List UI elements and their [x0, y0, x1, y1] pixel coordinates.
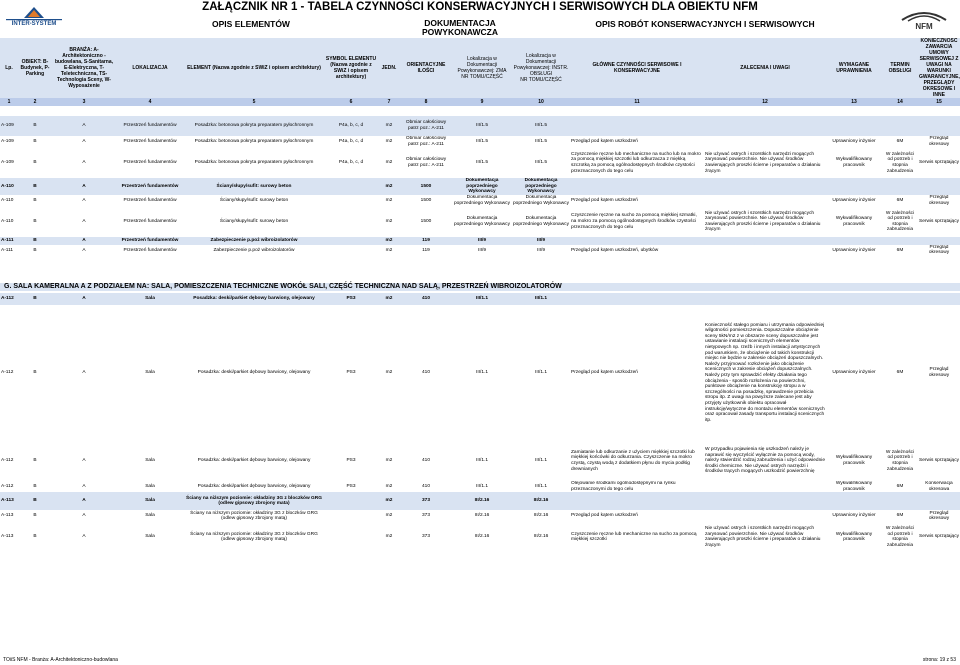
- cell-lokalizacja: Przestrzeń fundamentów: [123, 139, 177, 145]
- cell-lokalizacja: Przestrzeń fundamentów: [123, 160, 177, 166]
- cell-ilosci: 410: [421, 370, 430, 376]
- cell-branza: A: [82, 534, 86, 540]
- col-lokalizacja: LOKALIZACJA: [116, 38, 184, 98]
- cell-jedn: m2: [385, 197, 393, 203]
- cell-lokalizacja: Przestrzeń fundamentów: [123, 247, 177, 253]
- cell-symbol: [324, 195, 378, 207]
- cell-zalecenia: [704, 195, 826, 207]
- col-number: 1: [0, 98, 18, 106]
- col-number: 5: [184, 98, 324, 106]
- col-obiekt: OBIEKT: B-Budynek, P-Parking: [18, 38, 52, 98]
- cell-termin: W zależności od potrzeb i stopnia zabrudzenia: [885, 210, 915, 233]
- cell-instr: III/2.16: [533, 513, 549, 519]
- cell-czynnosci: [570, 178, 704, 195]
- cell-lokalizacja: Sala: [145, 458, 155, 464]
- docs-label-line-1: DOKUMENTACJA: [424, 18, 496, 28]
- page-header: [0, 0, 960, 110]
- cell-lokalizacja: Przestrzeń fundamentów: [116, 116, 184, 136]
- cell-umowa: [918, 293, 960, 305]
- cell-uprawnienia: Uprawniony inżynier: [832, 513, 876, 519]
- cell-element: Posadzka: betonowa pokryta preparatem pyłochronnym: [184, 116, 324, 136]
- cell-lokalizacja: Sala: [116, 492, 184, 510]
- nfm-logo-text: NFM: [915, 22, 933, 31]
- cell-umowa: Przegląd okresowy: [928, 510, 950, 522]
- cell-czynnosci: [570, 492, 704, 510]
- cell-zma: Dokumentacja poprzedniego Wykonawcy: [454, 195, 510, 206]
- section-label-works: OPIS ROBÓT KONSERWACYJNYCH I SERWISOWYCH: [595, 19, 815, 29]
- cell-lokalizacja: Sala: [145, 370, 155, 376]
- cell-obiekt: B: [33, 139, 37, 145]
- inter-system-logo-text: INTER-SYSTEM: [11, 21, 57, 27]
- cell-uprawnienia: [826, 293, 882, 305]
- cell-umowa: [918, 116, 960, 136]
- cell-zma: III/2.16: [474, 513, 490, 519]
- cell-lp: A-113: [1, 534, 14, 540]
- cell-branza: A: [52, 492, 116, 510]
- cell-lp: A-110: [0, 178, 18, 195]
- cell-symbol: PS3: [346, 370, 356, 376]
- cell-uprawnienia: Uprawniony inżynier: [832, 247, 876, 253]
- cell-lokalizacja: Przestrzeń fundamentów: [123, 218, 177, 224]
- cell-lokalizacja: Sala: [145, 534, 155, 540]
- cell-jedn: m2: [378, 293, 400, 305]
- col-number: 13: [826, 98, 882, 106]
- cell-jedn: m2: [385, 139, 393, 145]
- col-number: 4: [116, 98, 184, 106]
- cell-jedn: m2: [378, 116, 400, 136]
- cell-umowa: Konserwacja okresowa: [925, 481, 953, 492]
- cell-czynnosci: Zamiatanie lub odkurzanie z użyciem miękkiej szczotki lub miękkiej końcówki do odkurzania. Czyszczenie na mokro czystą, czystą wodą z dodatkiem płynu do mycia podłóg drewnianych: [571, 449, 695, 472]
- col-zalecenia: ZALECENIA I UWAGI: [704, 38, 826, 98]
- cell-termin: W zależności od potrzeb i stopnia zabrudzenia: [885, 449, 915, 472]
- table-row: [0, 293, 960, 305]
- cell-lp: A-113: [1, 513, 14, 519]
- cell-ilosci: Obmiar całościowy patrz poz.: A-211: [400, 116, 452, 136]
- cell-instr: III/1.5: [535, 160, 547, 166]
- cell-jedn: m2: [385, 370, 393, 376]
- col-element: ELEMENT (Nazwa zgodnie z SWiZ i opisem architektury): [184, 38, 324, 98]
- cell-element: Ściany/słupy/sufit: surowy beton: [184, 178, 324, 195]
- cell-jedn: m2: [378, 492, 400, 510]
- cell-obiekt: B: [33, 534, 37, 540]
- cell-zalecenia: [704, 237, 826, 245]
- cell-zalecenia: [704, 481, 826, 492]
- cell-lokalizacja: Przestrzeń fundamentów: [116, 237, 184, 245]
- cell-zalecenia: [704, 136, 826, 148]
- cell-symbol: [324, 178, 378, 195]
- cell-symbol: [324, 510, 378, 522]
- cell-uprawnienia: Uprawniony inżynier: [832, 370, 876, 376]
- inter-system-logo: [4, 6, 64, 32]
- cell-obiekt: B: [33, 218, 37, 224]
- cell-lp: A-111: [0, 237, 18, 245]
- cell-zma: III/9: [452, 237, 512, 245]
- col-ilosci: ORIENTACYJNE ILOŚCI: [400, 38, 452, 98]
- cell-czynnosci: Czyszczenie ręczne lub mechaniczne na sucho lub na mokro za pomocą miękkiej szczotki lub odkurzacza z miękką szczotką za pomocą ogólnodostępnych środków czystości przeznaczonych do tego celu: [571, 151, 701, 174]
- cell-symbol: [324, 207, 378, 237]
- cell-zma: III/1.1: [476, 483, 488, 489]
- cell-uprawnienia: Wykwalifikowany pracownik: [835, 455, 873, 466]
- col-number: 3: [52, 98, 116, 106]
- table-row: [0, 245, 960, 256]
- docs-label-line-2: POWYKONAWCZA: [421, 27, 499, 37]
- cell-lokalizacja: Przestrzeń fundamentów: [123, 197, 177, 203]
- cell-uprawnienia: Wykwalifikowany pracownik: [835, 157, 873, 168]
- rows-table-g: [0, 293, 960, 552]
- cell-instr: III/1.5: [535, 139, 547, 145]
- cell-instr: Dokumentacja poprzedniego Wykonawcy: [513, 216, 569, 227]
- cell-element: Posadzka: betonowa pokryta preparatem pyłochronnym: [194, 139, 314, 145]
- cell-element: Posadzka: deski/parkiet dębowy barwiony, olejowany: [197, 483, 311, 489]
- col-branza: BRANŻA: A-Architektoniczno -budowlana, S-Sanitarna, E-Elektryczna, T-Teletechniczna, TS-Technologia Sceny, W-Wyposażenie: [52, 38, 116, 98]
- cell-instr: III/2.16: [512, 492, 570, 510]
- cell-instr: III/9: [512, 237, 570, 245]
- col-number: 2: [18, 98, 52, 106]
- cell-symbol: [324, 237, 378, 245]
- cell-instr: III/1.1: [512, 293, 570, 305]
- col-zma-label: Lokalizacja w Dokumentacji Powykonawczej: ZMA: [457, 56, 507, 74]
- cell-termin: 6M: [896, 370, 904, 376]
- col-symbol: SYMBOL ELEMENTU (Nazwa zgodnie z SWiZ i opisem architektury): [324, 38, 378, 98]
- cell-branza: A: [82, 483, 86, 489]
- cell-obiekt: B: [33, 458, 37, 464]
- cell-zma: III/1.1: [452, 293, 512, 305]
- cell-uprawnienia: Uprawniony inżynier: [832, 197, 876, 203]
- rows-table-a: [0, 116, 960, 256]
- cell-instr: III/1.1: [535, 370, 547, 376]
- cell-lp: A-110: [1, 218, 14, 224]
- cell-zalecenia: Nie używać ostrych i szorstkich narzędzi mogących zarysować powierzchnie. Nie używać środków zawierających proszki ścierne i preparatów o działaniu żrącym: [705, 210, 821, 233]
- cell-ilosci: 373: [421, 513, 430, 519]
- cell-umowa: [918, 492, 960, 510]
- cell-zma: III/1.1: [476, 370, 488, 376]
- cell-umowa: Przegląd okresowy: [928, 136, 950, 147]
- cell-instr: III/9: [537, 247, 545, 253]
- cell-termin: 6M: [896, 513, 904, 519]
- cell-lp: A-109: [0, 116, 18, 136]
- cell-jedn: m2: [385, 483, 393, 489]
- cell-branza: A: [82, 160, 86, 166]
- cell-obiekt: B: [18, 293, 52, 305]
- cell-symbol: P4a, b, c, d: [324, 116, 378, 136]
- cell-zma: Dokumentacja poprzedniego Wykonawcy: [454, 216, 510, 227]
- cell-zalecenia: Nie używać ostrych i szorstkich narzędzi mogących zarysować powierzchnie. Nie używać środków zawierających proszki ścierne i preparatów o działaniu żrącym: [705, 526, 821, 548]
- col-number: 12: [704, 98, 826, 106]
- cell-branza: A: [82, 197, 86, 203]
- cell-branza: A: [52, 237, 116, 245]
- col-number: 7: [378, 98, 400, 106]
- cell-jedn: m2: [385, 458, 393, 464]
- table-row: [0, 522, 960, 552]
- col-number: 15: [918, 98, 960, 106]
- cell-ilosci: 119: [422, 247, 430, 253]
- cell-symbol: PS3: [324, 293, 378, 305]
- cell-zma: Dokumentacja poprzedniego Wykonawcy: [452, 178, 512, 195]
- cell-branza: A: [82, 218, 86, 224]
- cell-zalecenia: [704, 492, 826, 510]
- cell-termin: W zależności od potrzeb i stopnia zabrudzenia: [885, 151, 915, 174]
- table-row: [0, 237, 960, 245]
- cell-uprawnienia: Wykwalifikowany pracownik: [835, 481, 873, 492]
- cell-ilosci: Obmiar całościowy patrz poz.: A-211: [405, 157, 447, 168]
- cell-lokalizacja: Sala: [116, 293, 184, 305]
- cell-ilosci: Obmiar całościowy patrz poz.: A-211: [405, 136, 447, 147]
- cell-branza: A: [52, 116, 116, 136]
- cell-zma: III/2.16: [474, 534, 490, 540]
- cell-uprawnienia: Wykwalifikowany pracownik: [835, 531, 873, 543]
- table-row: [0, 481, 960, 492]
- cell-symbol: P4a, b, c, d: [338, 160, 364, 166]
- cell-ilosci: 1500: [400, 178, 452, 195]
- column-number-row: [0, 98, 960, 106]
- cell-symbol: PS3: [346, 458, 356, 464]
- cell-zalecenia: [704, 293, 826, 305]
- cell-obiekt: B: [33, 197, 37, 203]
- cell-element: Ściany na niższym poziomie: okładziny 3G z bloczków GRG (odlew gipsowy zbrojony matą): [190, 510, 318, 522]
- cell-element: Posadzka: deski/parkiet dębowy barwiony, olejowany: [197, 370, 311, 376]
- cell-umowa: Serwis sprzątający: [919, 458, 959, 464]
- cell-zalecenia: Nie używać ostrych i szorstkich narzędzi mogących zarysować powierzchnie. Nie używać środków zawierających proszki ścierne i preparatów o działaniu żrącym: [705, 151, 821, 174]
- col-number: 6: [324, 98, 378, 106]
- cell-instr: III/1.1: [535, 483, 547, 489]
- cell-branza: A: [82, 458, 86, 464]
- col-umowa: KONIECZNOŚĆ ZAWARCIA UMOWY SERWISOWEJ Z UWAGI NA WARUNKI GWARANCYJNE, PRZEGLĄDY OKRESOWE I INNE: [919, 38, 960, 98]
- cell-umowa: Serwis sprzątający: [919, 534, 959, 540]
- cell-umowa: [918, 237, 960, 245]
- cell-uprawnienia: Wykwalifikowany pracownik: [835, 216, 873, 227]
- cell-lp: A-110: [1, 197, 14, 203]
- cell-lp: A-113: [0, 492, 18, 510]
- cell-ilosci: 410: [400, 293, 452, 305]
- col-czynnosci: GŁÓWNE CZYNNOŚCI SERWISOWE I KONSERWACYJNE: [570, 38, 704, 98]
- cell-zma: III/1.5: [476, 139, 488, 145]
- col-number: 8: [400, 98, 452, 106]
- cell-symbol: [324, 522, 378, 552]
- cell-instr: III/1.5: [512, 116, 570, 136]
- col-zma: [452, 38, 512, 98]
- cell-czynnosci: Czyszczenie ręczne lub mechaniczne na sucho za pomocą miękkiej szczotki: [571, 531, 697, 543]
- cell-symbol: [324, 492, 378, 510]
- cell-lp: A-112: [1, 458, 14, 464]
- cell-uprawnienia: [826, 116, 882, 136]
- cell-ilosci: 119: [400, 237, 452, 245]
- cell-instr: III/1.1: [535, 458, 547, 464]
- cell-czynnosci: Olejowanie środkami ogólnodostępnymi na rynku przeznaczonymi do tego celu: [571, 481, 676, 492]
- table-row: [0, 492, 960, 510]
- cell-ilosci: 1500: [420, 197, 432, 203]
- cell-termin: 6M: [896, 197, 904, 203]
- cell-branza: A: [52, 178, 116, 195]
- cell-zma: III/2.16: [452, 492, 512, 510]
- col-termin: TERMIN OBSŁUGI: [882, 38, 918, 98]
- footer-page-number: strona: 19 z 53: [922, 657, 956, 663]
- cell-ilosci: 410: [421, 483, 430, 489]
- cell-czynnosci: [570, 116, 704, 136]
- cell-termin: [882, 492, 918, 510]
- table-row: [0, 136, 960, 148]
- cell-czynnosci: [570, 293, 704, 305]
- cell-termin: 6M: [896, 483, 904, 489]
- cell-ilosci: 1500: [420, 218, 432, 224]
- col-instr-label: Lokalizacja w Dokumentacji Powykonawczej: INSTR. OBSŁUGI: [513, 53, 569, 77]
- cell-zalecenia: [704, 178, 826, 195]
- cell-instr: III/2.16: [533, 534, 549, 540]
- cell-obiekt: B: [18, 237, 52, 245]
- inter-system-logo-icon: [4, 6, 64, 32]
- cell-obiekt: B: [18, 178, 52, 195]
- col-instr-note: NR TOMU/CZĘŚĆ: [520, 77, 562, 83]
- footer-doc-info: TOiiS NFM - Branża: A-Architektoniczno-budowlana: [3, 657, 118, 663]
- cell-ilosci: 373: [400, 492, 452, 510]
- cell-czynnosci: Przegląd pod kątem uszkodzeń: [571, 370, 638, 376]
- cell-branza: A: [52, 293, 116, 305]
- cell-lokalizacja: Sala: [145, 483, 155, 489]
- table-row: [0, 116, 960, 136]
- cell-czynnosci: Przegląd pod kątem uszkodzeń: [571, 139, 638, 145]
- cell-lp: A-112: [1, 483, 14, 489]
- cell-umowa: Serwis sprzątający: [919, 160, 959, 166]
- col-number: 9: [452, 98, 512, 106]
- col-lp: Lp.: [0, 38, 18, 98]
- cell-obiekt: B: [33, 370, 37, 376]
- column-header-table: [0, 38, 960, 106]
- cell-element: Ściany/słupy/sufit: surowy beton: [219, 197, 289, 203]
- col-zma-note: NR TOMU/CZĘŚĆ: [461, 74, 503, 80]
- cell-element: Zabezpieczenie p.poż wibroizolatorów: [213, 247, 295, 253]
- cell-zalecenia: W przypadku pojawienia się uszkodzeń należy je naprawić się wyczyścić wyłącznie za pomocą wody, należy stwierdzić rodzaj zabrudzenia i użyć odpowiednie środki chemiczne. Nie używać ostrych narzędzi i środków trących mogących uszkodzić powierzchnię: [705, 447, 825, 475]
- cell-instr: Dokumentacja poprzedniego Wykonawcy: [512, 178, 570, 195]
- cell-element: Ściany na niższym poziomie: okładziny 3G z bloczków GRG (odlew gipsowy zbrojony matą): [190, 531, 318, 543]
- cell-umowa: Przegląd okresowy: [928, 367, 950, 378]
- cell-element: Ściany/słupy/sufit: surowy beton: [219, 218, 289, 224]
- cell-termin: [882, 178, 918, 195]
- cell-jedn: m2: [385, 218, 393, 224]
- cell-lp: A-111: [1, 247, 14, 253]
- cell-czynnosci: Przegląd pod kątem uszkodzeń: [571, 197, 638, 203]
- cell-branza: A: [82, 370, 86, 376]
- cell-branza: A: [82, 139, 86, 145]
- cell-lp: A-109: [1, 160, 14, 166]
- table-row: [0, 207, 960, 237]
- table-row: [0, 178, 960, 195]
- cell-czynnosci: Przegląd pod kątem uszkodzeń, ubytków: [571, 247, 659, 253]
- cell-obiekt: B: [18, 492, 52, 510]
- section-label-docs: [405, 19, 515, 37]
- cell-lokalizacja: Sala: [145, 513, 155, 519]
- cell-instr: Dokumentacja poprzedniego Wykonawcy: [513, 195, 569, 206]
- cell-jedn: m2: [378, 237, 400, 245]
- cell-jedn: m2: [385, 513, 393, 519]
- cell-termin: [882, 116, 918, 136]
- cell-obiekt: B: [33, 160, 37, 166]
- cell-zalecenia: [704, 245, 826, 256]
- cell-zma: III/1.5: [452, 116, 512, 136]
- cell-obiekt: B: [18, 116, 52, 136]
- cell-zma: III/1.5: [476, 160, 488, 166]
- table-row: [0, 305, 960, 441]
- cell-jedn: m2: [385, 534, 393, 540]
- cell-lp: A-109: [1, 139, 14, 145]
- section-g-title: G. SALA KAMERALNA A Z PODZIAŁEM NA: SALA, POMIESZCZENIA TECHNICZNE WOKÓŁ SALI, CZĘŚĆ TECHNICZNA NAD SALĄ, PRZESTRZEŃ WIBROIZOLATORÓW: [0, 283, 960, 291]
- col-uprawnienia: WYMAGANE UPRAWNIENIA: [826, 38, 882, 98]
- table-row: [0, 441, 960, 481]
- cell-symbol: [324, 245, 378, 256]
- cell-termin: W zależności od potrzeb i stopnia zabrudzenia: [885, 526, 915, 548]
- section-label-elements: OPIS ELEMENTÓW: [212, 19, 290, 29]
- cell-jedn: m2: [378, 178, 400, 195]
- cell-symbol: PS3: [346, 483, 356, 489]
- cell-termin: 6M: [896, 139, 904, 145]
- cell-element: Posadzka: betonowa pokryta preparatem pyłochronnym: [194, 160, 314, 166]
- cell-umowa: Przegląd okresowy: [928, 195, 950, 206]
- col-number: 10: [512, 98, 570, 106]
- cell-branza: A: [82, 247, 86, 253]
- table-row: [0, 195, 960, 207]
- cell-branza: A: [82, 513, 86, 519]
- cell-uprawnienia: [826, 492, 882, 510]
- cell-umowa: [918, 178, 960, 195]
- cell-zalecenia: [704, 510, 826, 522]
- cell-lp: A-112: [1, 370, 14, 376]
- cell-jedn: m2: [385, 247, 393, 253]
- cell-element: Ściany na niższym poziomie: okładziny 3G z bloczków GRG (odlew gipsowy zbrojony mata): [184, 492, 324, 510]
- cell-termin: 6M: [896, 247, 904, 253]
- cell-czynnosci: [570, 237, 704, 245]
- col-jedn: JEDN.: [378, 38, 400, 98]
- cell-umowa: Przegląd okresowy: [928, 244, 950, 256]
- cell-element: Zabezpieczenie p.poż wibroizolatorów: [184, 237, 324, 245]
- nfm-logo: [896, 8, 952, 32]
- cell-ilosci: 373: [421, 534, 430, 540]
- cell-zma: III/9: [478, 247, 486, 253]
- cell-symbol: P4a, b, c, d: [338, 139, 364, 145]
- cell-umowa: Serwis sprzątający: [919, 218, 959, 224]
- cell-uprawnienia: Uprawniony inżynier: [832, 139, 876, 145]
- col-number: 11: [570, 98, 704, 106]
- cell-obiekt: B: [33, 513, 37, 519]
- cell-element: Posadzka: deski/parkiet dębowy barwiony, olejowany: [197, 458, 311, 464]
- cell-uprawnienia: [826, 178, 882, 195]
- cell-termin: [882, 237, 918, 245]
- cell-lp: A-112: [0, 293, 18, 305]
- cell-czynnosci: Czyszczenie ręczne na sucho za pomocą miękkiej szmatki, na mokro za pomocą ogólnodostępnych środków czystości przeznaczonych do tego celu: [571, 213, 697, 230]
- cell-zma: III/1.1: [476, 458, 488, 464]
- cell-obiekt: B: [33, 247, 37, 253]
- table-row: [0, 148, 960, 178]
- col-instr: [512, 38, 570, 98]
- cell-ilosci: 410: [421, 458, 430, 464]
- page-title: ZAŁĄCZNIK NR 1 - TABELA CZYNNOŚCI KONSERWACYJNYCH I SERWISOWYCH DLA OBIEKTU NFM: [202, 1, 758, 13]
- cell-zalecenia: [704, 116, 826, 136]
- cell-obiekt: B: [33, 483, 37, 489]
- cell-jedn: m2: [385, 160, 393, 166]
- cell-zalecenia: Konieczność stałego pomiaru i utrzymania odpowiedniej wilgotności pomieszczenia. Dopuszczalne obciążenie sceny 5kN/m2 z w obszarze sceny dopuszczalne jest ustawianie instalacji scenicznych elementów nietypowych np. rzeźb i innych instalacji artystycznych pod warunkiem, że obciążenie od takich konstrukcji miejsc nie będzie w zakresie obciążeń dopuszczalnych. Należy przyjmować rozłożenie jako obciążenie scenicznych w zakresie obciążeń dopuszczalnych. Należy przy tym sprawdzić efekty działania tego obciążenia - sposób rozłożenia na powierzchni, punktowe obciążenie na konstrukcję stropu a w szczególności na posadzkę, sprawdzenie przebicia stropu itp. Z uwagi na powyższe zalecane jest aby przyjęty użytkownik obiektu opracował instrukcję/wytyczne do montażu elementów scenicznych oraz opracował zasady transportu instalacji scenicznych itp.: [705, 322, 825, 423]
- cell-czynnosci: Przegląd pod kątem uszkodzeń: [571, 513, 638, 519]
- cell-termin: [882, 293, 918, 305]
- cell-element: Posadzka: deski/parkiet dębowy barwiony, olejowany: [184, 293, 324, 305]
- table-row: [0, 510, 960, 522]
- cell-uprawnienia: [826, 237, 882, 245]
- col-number: 14: [882, 98, 918, 106]
- cell-lokalizacja: Przestrzeń fundamentów: [116, 178, 184, 195]
